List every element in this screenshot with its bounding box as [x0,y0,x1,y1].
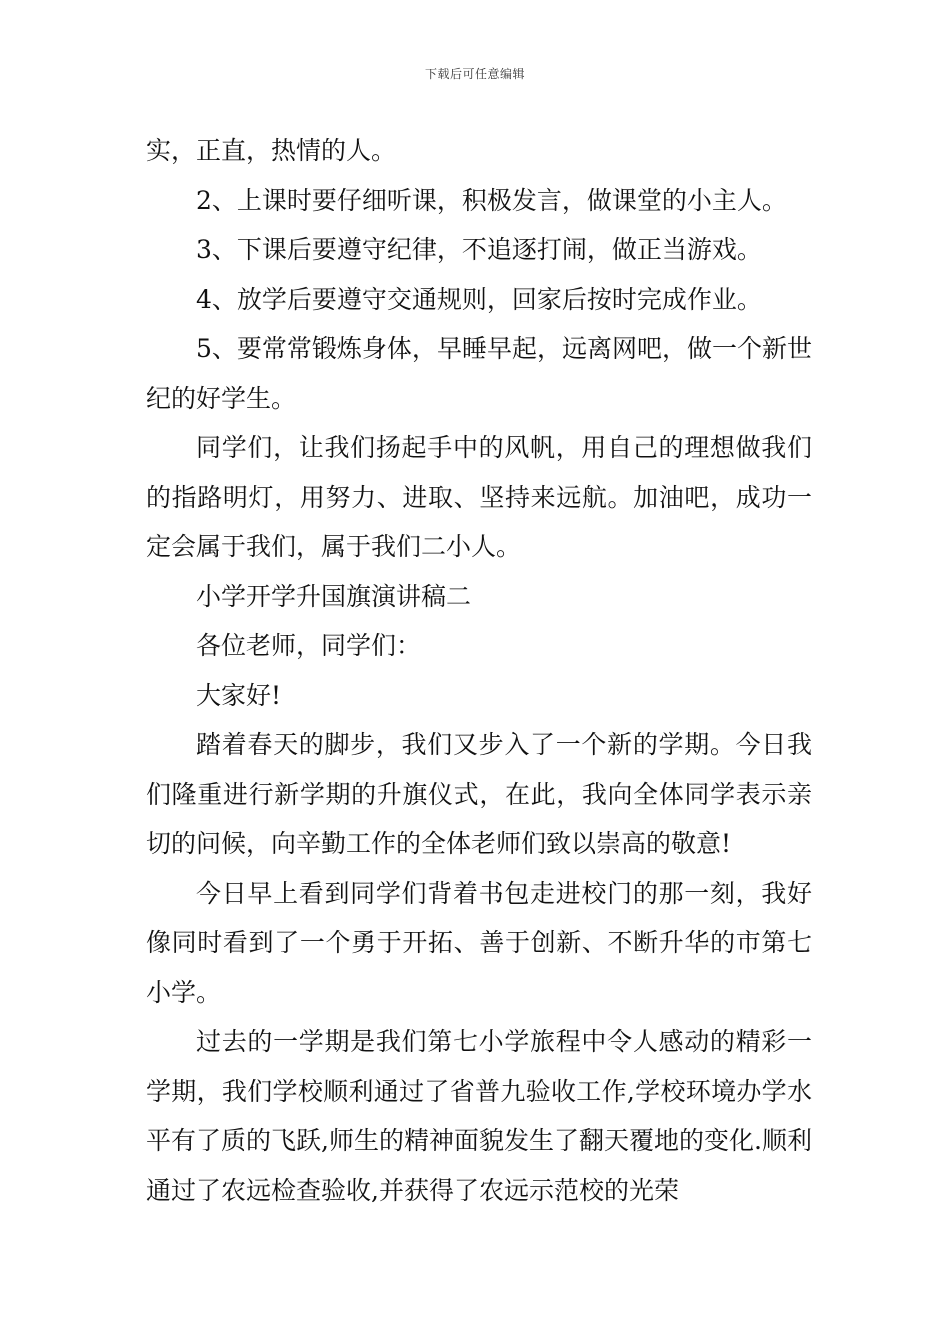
section-title: 小学开学升国旗演讲稿二 [196,581,472,611]
document-body [146,126,812,1215]
paragraph-morning: 今日早上看到同学们背着书包走进校门的那一刻，我好像同时看到了一个勇于开拓、善于创新、不断升华的市第七小学。 [146,878,812,1007]
page-header: 下载后可任意编辑 [424,67,525,81]
paragraph-rule-2: 2、上课时要仔细听课，积极发言，做课堂的小主人。 [196,185,787,215]
salutation: 各位老师，同学们： [196,631,422,660]
paragraph-continued: 实，正直，热情的人。 [146,136,397,165]
paragraph-rule-4: 4、放学后要遵守交通规则，回家后按时完成作业。 [196,284,762,314]
greeting: 大家好! [196,680,282,710]
paragraph-closing: 同学们，让我们扬起手中的风帆，用自己的理想做我们的指路明灯，用努力、进取、坚持来远航。加油吧，成功一定会属于我们，属于我们二小人。 [146,433,812,561]
paragraph-intro: 踏着春天的脚步，我们又步入了一个新的学期。今日我们隆重进行新学期的升旗仪式，在此，我向全体同学表示亲切的问候，向辛勤工作的全体老师们致以崇高的敬意! [146,730,812,858]
paragraph-rule-3: 3、下课后要遵守纪律，不追逐打闹，做正当游戏。 [196,235,762,264]
paragraph-last-term: 过去的一学期是我们第七小学旅程中令人感动的精彩一学期，我们学校顺利通过了省普九验收工作,学校环境办学水平有了质的飞跃,师生的精神面貌发生了翻天覆地的变化.顺利通过了农远检查验收,并获得了农远示范校的光荣 [146,1027,812,1205]
paragraph-rule-5: 5、要常常锻炼身体，早睡早起，远离网吧，做一个新世纪的好学生。 [146,334,812,413]
